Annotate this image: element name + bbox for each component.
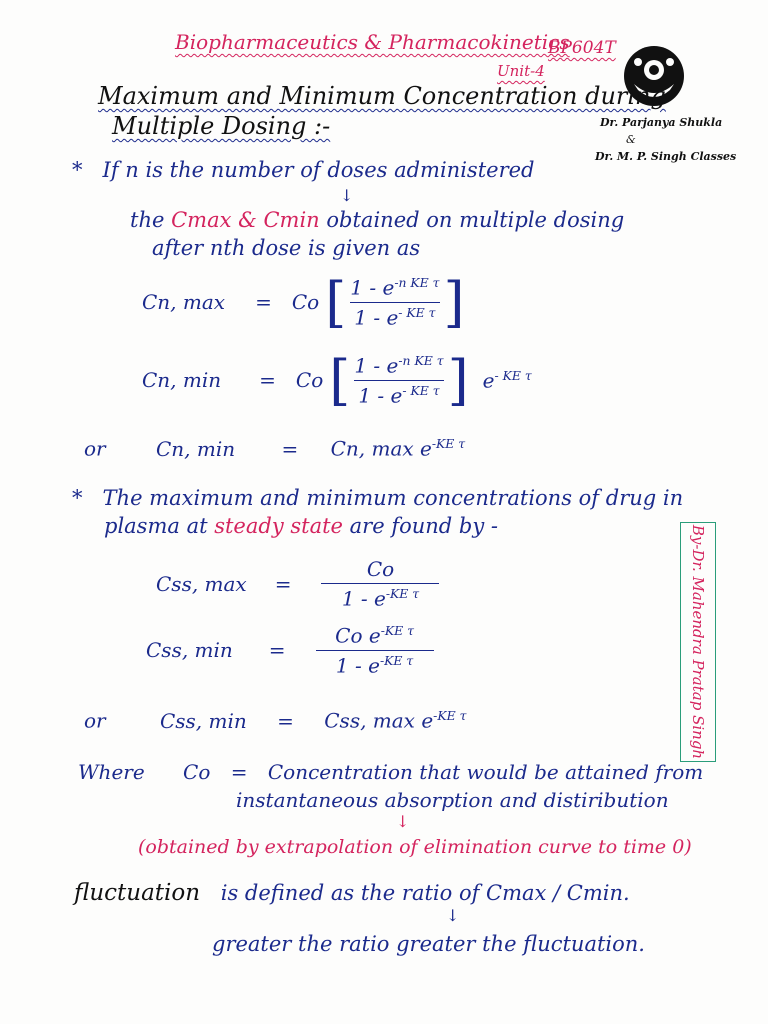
fraction: $\frac{1 - e^{-n KE \tau}}{1 - e^{- KE \tau}}$ [354,352,444,408]
cmax-cmin-line: the Cmax & Cmin obtained on multiple dosing [130,208,625,232]
equation-css-min: Css, min = $\frac{Co e^{-KE \tau}}{1 - e^{-KE \tau}}$ [146,622,434,678]
steady-state-line-2: plasma at steady state are found by - [104,514,498,538]
down-arrow-icon: ↓ [340,186,354,205]
fraction: $\frac{Co}{1 - e^{-KE \tau}}$ [321,557,439,611]
equation-cn-max: Cn, max = Co [ $\frac{1 - e^{-n KE \tau}}{1 - e^{- KE \tau}}$ ] [142,270,465,334]
author-ampersand: & [626,133,636,146]
where-definition: Where Co = Concentration that would be attained from [78,760,704,784]
author-name-2: Dr. M. P. Singh Classes [595,150,737,163]
intro-line [72,158,534,182]
fluctuation-definition: fluctuation is defined as the ratio of Cmax / Cmin. [74,880,630,906]
intro-text: If n is the number of doses administered [102,158,535,182]
cmax-cmin-term: Cmax & Cmin [171,208,320,232]
down-arrow-icon: ↓ [396,812,410,831]
equation-cn-min: Cn, min = Co [ $\frac{1 - e^{-n KE \tau}}{1 - e^{- KE \tau}}$ ] $e^{- KE \tau}$ [142,348,532,412]
subject-title: Biopharmaceutics & Pharmacokinetics [175,30,570,54]
steady-state-term: steady state [214,514,343,538]
course-code: BP604T [548,38,616,58]
eq-lhs: Cn, min [142,368,222,392]
page-title-line-1: Maximum and Minimum Concentration during [98,82,666,110]
page-title-line-2: Multiple Dosing :- [112,112,331,140]
where-definition-line-2: instantaneous absorption and distiribution [236,788,669,812]
author-margin-note: By-Dr. Mahendra Pratap Singh [680,522,716,762]
eq-lhs: Cn, max [142,290,226,314]
equation-cn-min-alt: or Cn, min = Cn, $\max e^{-KE \tau}$ [84,436,466,461]
down-arrow-icon: ↓ [446,906,460,925]
fraction: $\frac{1 - e^{-n KE \tau}}{1 - e^{- KE \tau}}$ [350,274,440,330]
fluctuation-conclusion: greater the ratio greater the fluctuation. [212,932,645,956]
after-nth-dose-line: after nth dose is given as [152,236,421,260]
fluctuation-term: fluctuation [74,880,201,906]
equation-css-max: Css, max = $\frac{Co}{1 - e^{-KE \tau}}$ [156,556,439,612]
extrapolation-note: (obtained by extrapolation of elimination curve to time 0) [138,836,692,858]
bullet: * [72,158,83,182]
equation-css-min-alt: or Css, min = Css, $\max e^{-KE \tau}$ [84,708,467,733]
fraction: $\frac{Co e^{-KE \tau}}{1 - e^{-KE \tau}}$ [316,623,434,677]
unit-label: Unit-4 [497,62,545,80]
steady-state-intro: * The maximum and minimum concentrations of drug in [72,486,684,510]
author-name-1: Dr. Parjanya Shukla [600,116,723,129]
